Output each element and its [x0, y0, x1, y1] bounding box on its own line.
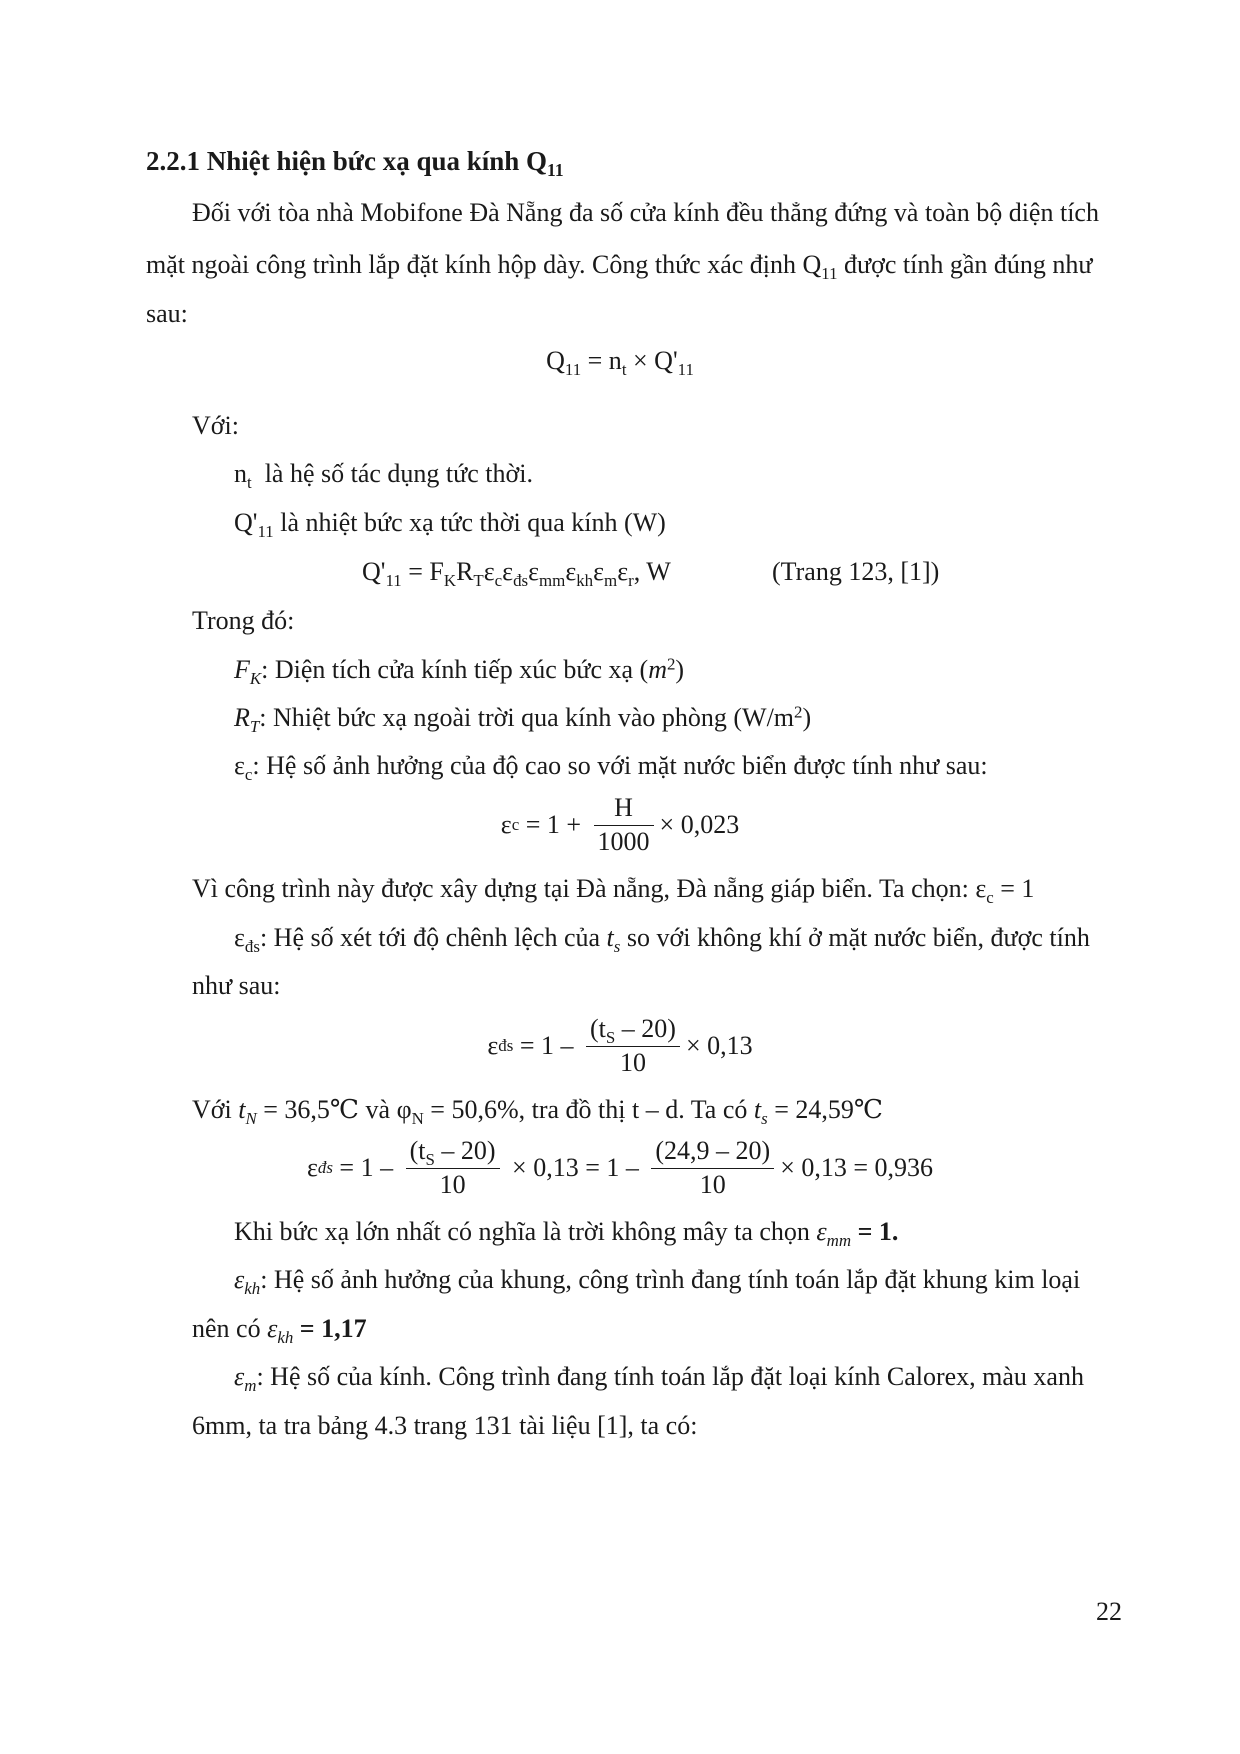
emm-line: Khi bức xạ lớn nhất có nghĩa là trời không mây ta chọn $\varepsilon_{mm} = 1$.	[234, 1217, 899, 1250]
fraction-ts-minus-20: $\frac{(t_S - 20)}{10}$	[586, 1013, 680, 1079]
ekh-definition-line-2: nên có $\varepsilon_{kh} = 1,17$	[192, 1314, 367, 1347]
fraction-h-over-1000: $\frac{H}{1000}$	[594, 792, 654, 858]
fraction-24-9-minus-20: $\frac{(24,9 - 20)}{10}$	[651, 1135, 774, 1201]
fraction-ts-minus-20-calc: $\frac{(t_S - 20)}{10}$	[406, 1135, 500, 1201]
trong-do-label: Trong đó:	[192, 606, 295, 635]
ec-definition: $\varepsilon_c$: Hệ số ảnh hưởng của độ cao so với mặt nước biển được tính như sau:	[234, 751, 988, 784]
ekh-definition: $\varepsilon_{kh}$: Hệ số ảnh hưởng của khung, công trình đang tính toán lắp đặt khung kim loại	[234, 1265, 1081, 1298]
voi-label: Với:	[192, 411, 239, 440]
fk-definition: $F_K$: Diện tích cửa kính tiếp xúc bức xạ $(m^2)$	[234, 654, 685, 688]
intro-line-1: Đối với tòa nhà Mobifone Đà Nẵng đa số cửa kính đều thẳng đứng và toàn bộ diện tích	[192, 198, 1099, 227]
intro-line-3: sau:	[146, 299, 188, 328]
conditions-line: Với $t_N$ = 36,5℃ và $\varphi_N = 50,6\%$, tra đồ thị t – d. Ta có $t_s$ = 24,59℃	[192, 1095, 883, 1128]
section-heading: 2.2.1 Nhiệt hiện bức xạ qua kính $Q_{11}$	[146, 146, 564, 181]
ec-choice: Vì công trình này được xây dựng tại Đà nẵng, Đà nẵng giáp biển. Ta chọn: $\varepsilon_c = 1$	[192, 874, 1035, 907]
eds-definition-line-2: như sau:	[192, 971, 281, 1000]
formula-epsilon-c: ε c = 1 + $\frac{H}{1000}$ × 0,023	[0, 792, 1240, 858]
formula-epsilon-ds: ε đs = 1 – $\frac{(t_S - 20)}{10}$ × 0,13	[0, 1013, 1240, 1079]
formula-reference: (Trang 123, [1])	[772, 557, 940, 586]
formula-q11-prime: $Q'_{11} = F_KR_T\varepsilon_c\varepsilon_{đs}\varepsilon_{mm}\varepsilon_{kh}\varepsilon_m\varepsilon_r$, W	[362, 557, 671, 590]
eds-definition: $\varepsilon_{đs}$: Hệ số xét tới độ chênh lệch của $t_s$ so với không khí ở mặt nước biển, được tính	[234, 923, 1090, 956]
q11p-definition: $Q'_{11}$ là nhiệt bức xạ tức thời qua kính (W)	[234, 508, 666, 541]
formula-q11: $Q_{11} = n_t \times Q'_{11}$	[546, 346, 694, 379]
intro-line-2: mặt ngoài công trình lắp đặt kính hộp dày. Công thức xác định $Q_{11}$ được tính gần đúng như	[146, 250, 1093, 283]
formula-epsilon-ds-calculation: ε đs = 1 – $\frac{(t_S - 20)}{10}$ × 0,13 = 1 – $\frac{(24,9 - 20)}{10}$ × 0,13 = 0,936	[0, 1135, 1240, 1201]
nt-definition: $n_t$ là hệ số tác dụng tức thời.	[234, 459, 533, 492]
page-number: 22	[1096, 1597, 1122, 1626]
em-definition: $\varepsilon_m$: Hệ số của kính. Công trình đang tính toán lắp đặt loại kính Calorex, màu xanh	[234, 1362, 1084, 1395]
rt-definition: $R_T$: Nhiệt bức xạ ngoài trời qua kính vào phòng $(W/m^2)$	[234, 702, 812, 736]
em-definition-line-2: 6mm, ta tra bảng 4.3 trang 131 tài liệu [1], ta có:	[192, 1411, 698, 1440]
